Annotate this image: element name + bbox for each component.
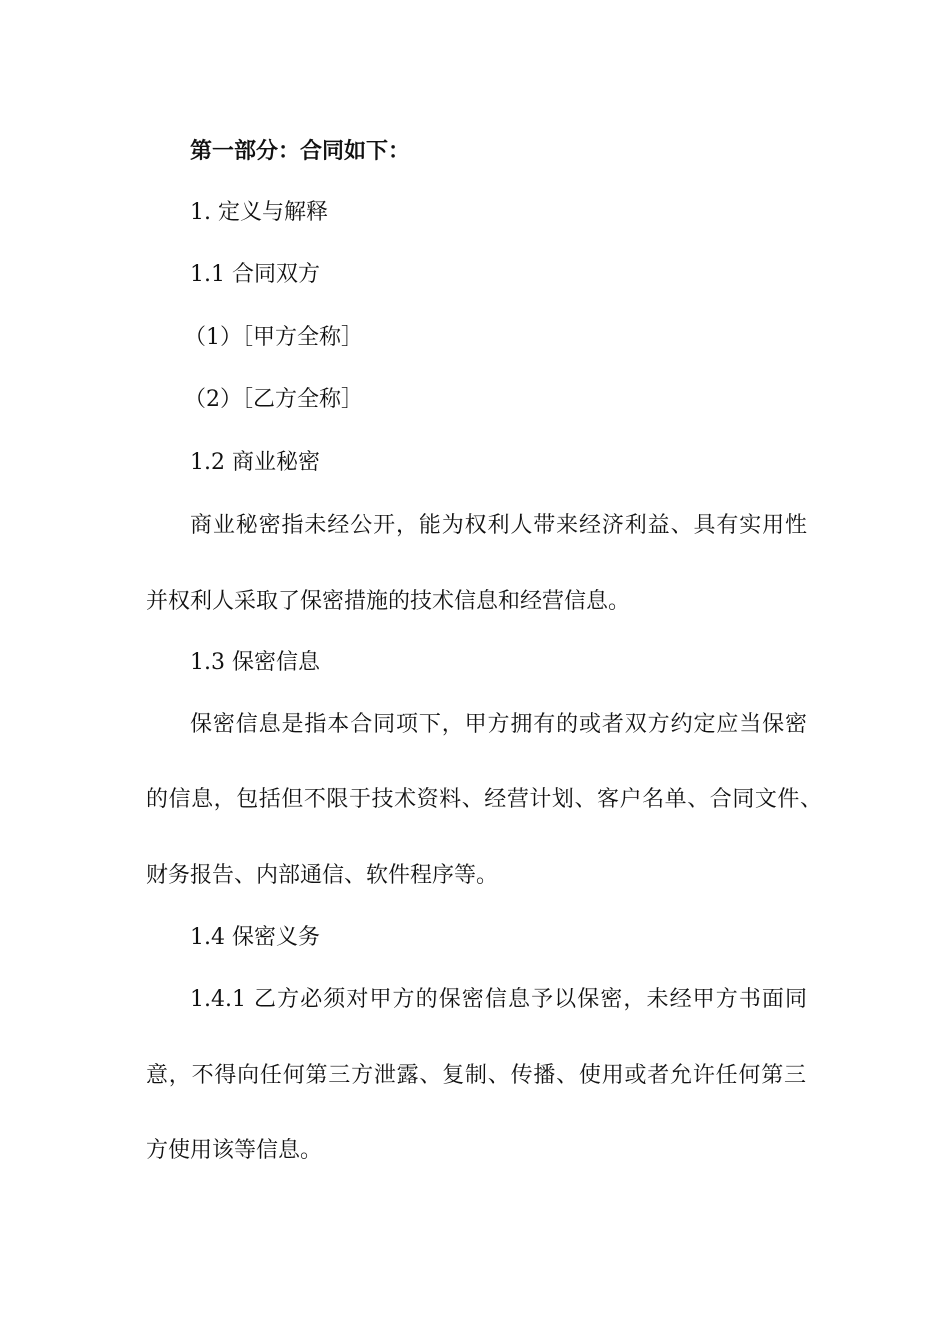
paragraph-confidential-info-line-1: 保密信息是指本合同项下，甲方拥有的或者双方约定应当保密 bbox=[190, 712, 807, 737]
party-b-line: （2）［乙方全称］ bbox=[184, 387, 363, 412]
paragraph-obligation-line-3: 方使用该等信息。 bbox=[146, 1138, 323, 1163]
clause-title-1: 1. 定义与解释 bbox=[190, 200, 328, 225]
section-heading: 第一部分：合同如下： bbox=[190, 139, 411, 164]
party-a-line: （1）［甲方全称］ bbox=[184, 325, 363, 350]
clause-title-1-3: 1.3 保密信息 bbox=[190, 650, 320, 675]
paragraph-obligation-line-1: 1.4.1 乙方必须对甲方的保密信息予以保密，未经甲方书面同 bbox=[190, 987, 807, 1012]
paragraph-trade-secret-line-2: 并权利人采取了保密措施的技术信息和经营信息。 bbox=[146, 589, 631, 614]
paragraph-trade-secret-line-1: 商业秘密指未经公开，能为权利人带来经济利益、具有实用性 bbox=[190, 513, 807, 538]
clause-title-1-1: 1.1 合同双方 bbox=[190, 262, 320, 287]
clause-title-1-4: 1.4 保密义务 bbox=[190, 925, 320, 950]
paragraph-confidential-info-line-3: 财务报告、内部通信、软件程序等。 bbox=[146, 863, 499, 888]
clause-title-1-2: 1.2 商业秘密 bbox=[190, 450, 320, 475]
paragraph-obligation-line-2: 意，不得向任何第三方泄露、复制、传播、使用或者允许任何第三 bbox=[146, 1063, 806, 1088]
paragraph-confidential-info-line-2: 的信息，包括但不限于技术资料、经营计划、客户名单、合同文件、 bbox=[146, 787, 822, 812]
